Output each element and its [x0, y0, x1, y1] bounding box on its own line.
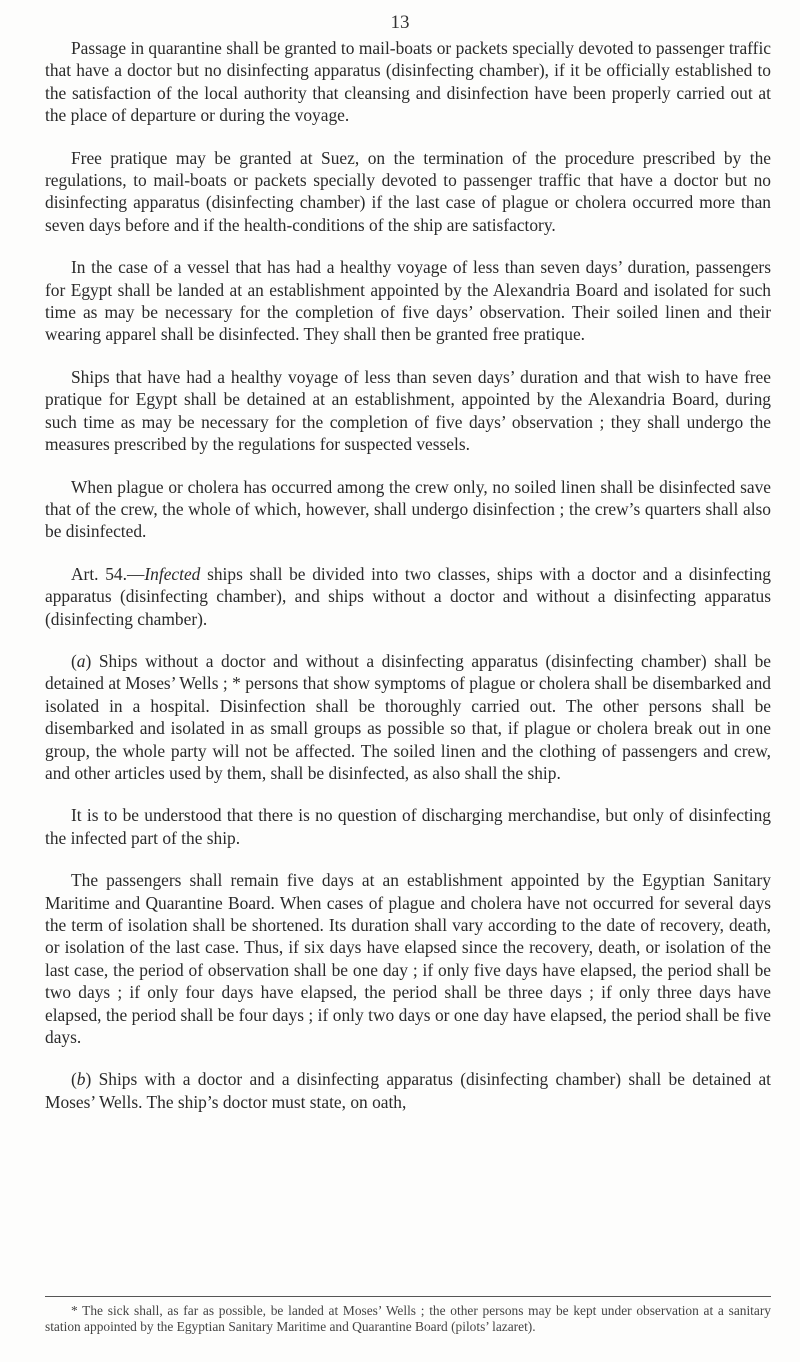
paragraph-text: It is to be understood that there is no question of discharging merchandise, but only of disinfecting the infected part of the ship. — [45, 805, 771, 848]
italic-term: Infected — [144, 563, 201, 584]
paragraph-text: The passengers shall remain five days at an establishment appointed by the Egyptian Sanitary Maritime and Quarantine Board. When cases of plague and cholera have not occurred for several days the term of isolation shall be shortened. Its duration shall vary according to the date of recovery, death, or isolation of the last case. Thus, if six days have elapsed since the recovery, death, or isolation of the last case, the period of observation shall be one day ; if only five days have elapsed, the period shall be two days ; if only four days have elapsed, the period shall be three days ; if only three days have elapsed, the period shall be four days ; if only two days or one day have elapsed, the period shall be five days. — [45, 870, 771, 1048]
paragraph-clause-b — [45, 1068, 771, 1113]
paragraph-text: In the case of a vessel that has had a healthy voyage of less than seven days’ duration, passengers for Egypt shall be landed at an establishment appointed by the Alexandria Board and isolated for such time as may be necessary for the completion of five days’ observation. Their soiled linen and their wearing apparel shall be disinfected. They shall then be granted free pratique. — [45, 257, 771, 345]
paragraph-isolation-period — [45, 869, 771, 1048]
paragraph-text: Free pratique may be granted at Suez, on the termination of the procedure prescribed by the regulations, to mail-boats or packets specially devoted to passenger traffic that have a doctor but no disinfecting apparatus (disinfecting chamber) if the last case of plague or cholera occurred more than seven days before and if the health-conditions of the ship are satisfactory. — [45, 147, 771, 235]
clause-letter: b — [76, 1069, 86, 1090]
footnote: * The sick shall, as far as possible, be landed at Moses’ Wells ; the other persons may be kept under observation at a sanitary station appointed by the Egyptian Sanitary Maritime and Quarantine Board (pilots’ lazaret). — [45, 1303, 771, 1334]
paragraph-free-pratique-suez — [45, 147, 771, 237]
clause-open-paren: ( — [71, 650, 77, 671]
paragraph-healthy-voyage-ships — [45, 366, 771, 456]
paragraph-text: ships shall be divided into two classes, ships with a doctor and a disinfecting apparatus (disinfecting chamber), and ships without a doctor and without a disinfecting apparatus (disinfecting chamber). — [45, 563, 771, 629]
paragraph-mail-boats-passage — [45, 37, 771, 127]
body-text — [45, 37, 771, 1127]
article-number: Art. 54.— — [71, 563, 145, 584]
paragraph-merchandise — [45, 804, 771, 849]
paragraph-text: Ships that have had a healthy voyage of less than seven days’ duration and that wish to have free pratique for Egypt shall be detained at an establishment, appointed by the Alexandria Board, during such time as may be necessary for the completion of five days’ observation ; they shall undergo the measures prescribed by the regulations for suspected vessels. — [45, 366, 771, 455]
paragraph-article-54 — [45, 563, 771, 630]
paragraph-text: ) Ships with a doctor and a disinfecting apparatus (disinfecting chamber) shall be detained at Moses’ Wells. The ship’s doctor must state, on oath, — [45, 1069, 771, 1112]
clause-open-paren: ( — [71, 1069, 77, 1090]
paragraph-clause-a — [45, 650, 771, 784]
page-number: 13 — [390, 12, 410, 33]
paragraph-text: Passage in quarantine shall be granted to mail-boats or packets specially devoted to passenger traffic that have a doctor but no disinfecting apparatus (disinfecting chamber), if it be officially established to the satisfaction of the local authority that cleansing and disinfection have been properly carried out at the place of departure or during the voyage. — [45, 38, 771, 126]
paragraph-text: ) Ships without a doctor and without a disinfecting apparatus (disinfecting chamber) shall be detained at Moses’ Wells ; * persons that show symptoms of plague or cholera shall be disembarked and isolated in a hospital. Disinfection shall be thoroughly carried out. The other persons shall be disembarked and isolated in as small groups as possible so that, if plague or cholera break out in one group, the whole party will not be affected. The soiled linen and the clothing of passengers and crew, and other articles used by them, shall be disinfected, as also shall the ship. — [45, 650, 771, 783]
clause-letter: a — [76, 650, 86, 671]
paragraph-text: When plague or cholera has occurred among the crew only, no soiled linen shall be disinfected save that of the crew, the whole of which, however, shall undergo disinfection ; the crew’s quarters shall also be disinfected. — [45, 476, 771, 542]
paragraph-crew-only — [45, 476, 771, 543]
footnote-divider — [45, 1296, 771, 1297]
paragraph-healthy-voyage-passengers — [45, 256, 771, 346]
